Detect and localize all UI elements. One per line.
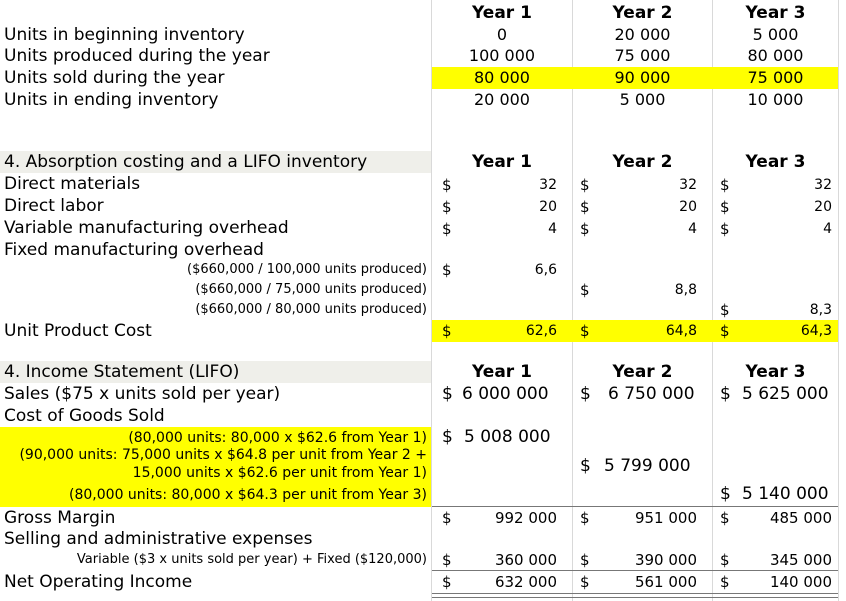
currency-sign: $ (720, 384, 731, 404)
row-label-cogs-year-3: (80,000 units: 80,000 x $64.3 per unit from Year 3) (69, 487, 427, 503)
currency-sign: $ (442, 427, 453, 447)
row-label-variable-overhead: Variable manufacturing overhead (4, 218, 289, 238)
currency-sign: $ (580, 573, 590, 591)
cell: 32 (679, 177, 697, 193)
cell: 632 000 (494, 573, 557, 591)
section-title-income-statement: 4. Income Statement (LIFO) (4, 362, 240, 382)
cell: 5 799 000 (604, 456, 691, 476)
cell: 4 (548, 221, 557, 237)
cell: 5 008 000 (464, 427, 551, 447)
row-label-fixed-overhead-year-1: ($660,000 / 100,000 units produced) (187, 262, 427, 277)
currency-sign: $ (720, 176, 730, 194)
currency-sign: $ (720, 322, 730, 340)
currency-sign: $ (580, 281, 590, 299)
cell: 80 000 (747, 46, 804, 65)
total-double-rule (432, 593, 838, 598)
row-label-direct-materials: Direct materials (4, 174, 141, 194)
header-year-1: Year 1 (472, 3, 532, 23)
currency-sign: $ (580, 509, 590, 527)
cell: 5 625 000 (742, 384, 829, 404)
cell: 8,3 (809, 302, 832, 318)
currency-sign: $ (442, 384, 453, 404)
currency-sign: $ (580, 384, 591, 404)
cell: 10 000 (747, 90, 804, 109)
cell: 6 000 000 (462, 384, 549, 404)
header-year-3: Year 3 (745, 152, 806, 172)
currency-sign: $ (720, 198, 730, 216)
cell: 345 000 (769, 551, 832, 569)
cell: 20 (539, 199, 557, 215)
cell: 992 000 (494, 509, 557, 527)
currency-sign: $ (442, 573, 452, 591)
cell: 64,3 (800, 323, 832, 339)
currency-sign: $ (580, 551, 590, 569)
row-label-cogs-year-2-line-2: 15,000 units x $62.6 per unit from Year 1) (132, 465, 427, 481)
cell: 32 (814, 177, 832, 193)
row-label-unit-product-cost: Unit Product Cost (4, 321, 152, 341)
cell: 100 000 (468, 46, 536, 65)
cell: 80 000 (474, 68, 530, 87)
cell: 951 000 (634, 509, 697, 527)
subtotal-rule (432, 506, 838, 507)
cell: 5 140 000 (742, 484, 829, 504)
currency-sign: $ (580, 322, 590, 340)
row-label-sga-variable-fixed: Variable ($3 x units sold per year) + Fixed ($120,000) (76, 552, 427, 567)
header-year-3: Year 3 (745, 3, 806, 23)
row-label-units-produced: Units produced during the year (4, 46, 270, 66)
row-label-net-operating-income: Net Operating Income (4, 572, 193, 592)
currency-sign: $ (720, 484, 731, 504)
header-year-1: Year 1 (472, 362, 532, 382)
cell: 32 (539, 177, 557, 193)
row-label-fixed-overhead-year-2: ($660,000 / 75,000 units produced) (195, 282, 427, 297)
currency-sign: $ (580, 220, 590, 238)
row-label-ending-inventory: Units in ending inventory (4, 90, 219, 110)
currency-sign: $ (720, 509, 730, 527)
header-year-2: Year 2 (612, 362, 673, 382)
cell: 140 000 (769, 573, 832, 591)
cell: 6,6 (534, 262, 557, 278)
row-label-cogs-year-2-line-1: (90,000 units: 75,000 units x $64.8 per unit from Year 2 + (19, 447, 427, 463)
cell: 20 000 (474, 90, 530, 109)
cell: 62,6 (525, 323, 557, 339)
cell: 20 000 (614, 25, 671, 44)
section-title-absorption: 4. Absorption costing and a LIFO inventory (4, 152, 368, 172)
cell: 20 (679, 199, 697, 215)
row-label-selling-admin: Selling and administrative expenses (4, 529, 313, 549)
currency-sign: $ (720, 551, 730, 569)
currency-sign: $ (442, 176, 452, 194)
cell: 6 750 000 (608, 384, 695, 404)
currency-sign: $ (442, 261, 452, 279)
cell: 4 (688, 221, 697, 237)
cell: 561 000 (634, 573, 697, 591)
currency-sign: $ (720, 301, 730, 319)
row-label-sales: Sales ($75 x units sold per year) (4, 384, 281, 404)
header-year-2: Year 2 (612, 3, 673, 23)
row-label-units-sold: Units sold during the year (4, 68, 225, 88)
cell: 8,8 (674, 282, 697, 298)
cell: 4 (823, 221, 832, 237)
currency-sign: $ (580, 456, 591, 476)
row-label-fixed-overhead: Fixed manufacturing overhead (4, 240, 264, 260)
row-label-direct-labor: Direct labor (4, 196, 104, 216)
currency-sign: $ (720, 573, 730, 591)
cell: 360 000 (494, 551, 557, 569)
currency-sign: $ (720, 220, 730, 238)
currency-sign: $ (580, 176, 590, 194)
cell: 485 000 (769, 509, 832, 527)
row-label-cogs: Cost of Goods Sold (4, 406, 165, 426)
cell: 20 (814, 199, 832, 215)
currency-sign: $ (442, 220, 452, 238)
header-year-3: Year 3 (745, 362, 806, 382)
currency-sign: $ (442, 509, 452, 527)
cell: 75 000 (614, 46, 671, 65)
currency-sign: $ (442, 322, 452, 340)
currency-sign: $ (580, 198, 590, 216)
cell: 0 (496, 25, 508, 44)
cell: 90 000 (614, 68, 671, 87)
header-year-2: Year 2 (612, 152, 673, 172)
cell: 75 000 (747, 68, 804, 87)
subtotal-rule (432, 570, 838, 571)
currency-sign: $ (442, 198, 452, 216)
cell: 390 000 (634, 551, 697, 569)
row-label-gross-margin: Gross Margin (4, 508, 116, 528)
header-year-1: Year 1 (472, 152, 532, 172)
row-label-beginning-inventory: Units in beginning inventory (4, 25, 245, 45)
currency-sign: $ (442, 551, 452, 569)
cell: 5 000 (752, 25, 799, 44)
cell: 5 000 (619, 90, 666, 109)
row-label-cogs-year-1: (80,000 units: 80,000 x $62.6 from Year 1) (128, 430, 427, 446)
cell: 64,8 (665, 323, 697, 339)
row-label-fixed-overhead-year-3: ($660,000 / 80,000 units produced) (195, 302, 427, 317)
